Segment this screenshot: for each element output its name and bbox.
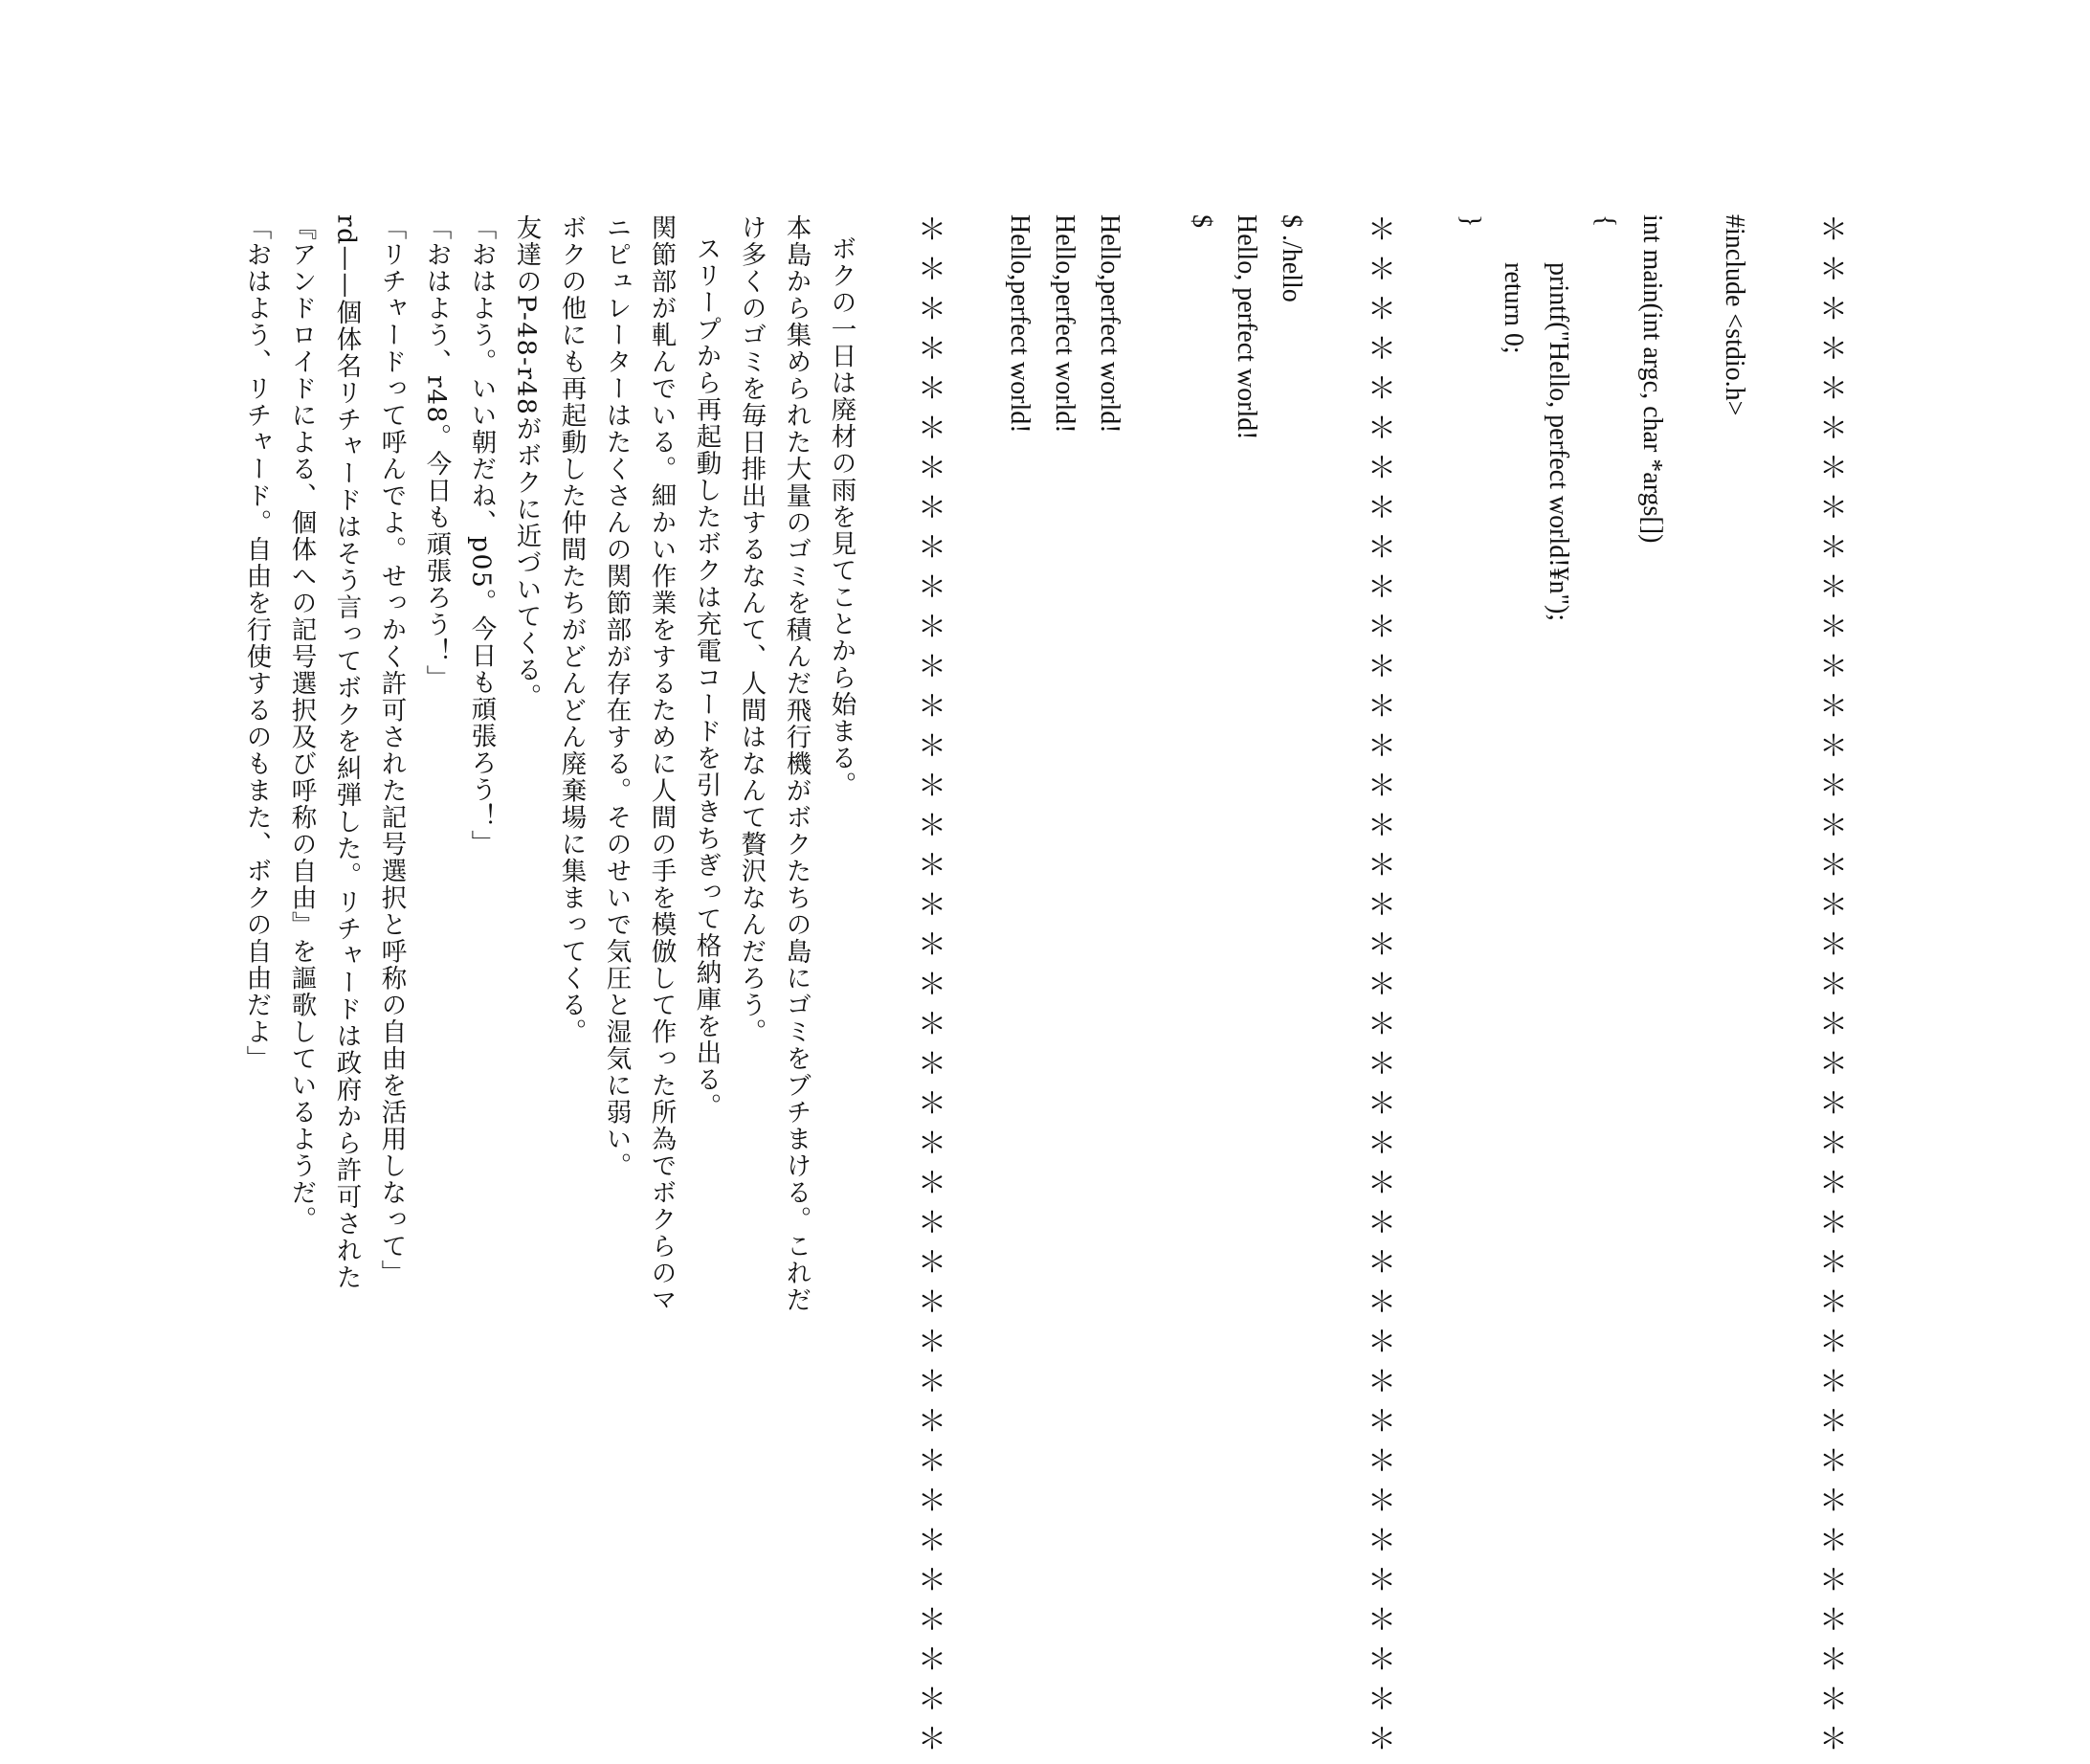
terminal-prompt: $ xyxy=(1187,214,1216,228)
story-line: rd——個体名リチャードはそう言ってボクを糾弾した。リチャードは政府から許可された xyxy=(331,214,362,1291)
story-line: 「おはよう、リチャード。自由を行使するのもまた、ボクの自由だよ」 xyxy=(241,214,272,1072)
story-line: スリープから再起動したボクは充電コードを引きちぎって格納庫を出る。 xyxy=(691,235,722,1120)
story-line: ボクの他にも再起動した仲間たちがどんどん廃棄場に集まってくる。 xyxy=(556,214,587,1045)
story-line: 友達のP-48-r48がボクに近づいてくる。 xyxy=(511,214,542,711)
code-include-line: #include <stdio.h> xyxy=(1720,214,1749,416)
code-close-brace: } xyxy=(1456,214,1485,228)
story-line: ボクの一日は廃材の雨を見てことから始まる。 xyxy=(826,235,856,798)
story-line: 『アンドロイドによる、個体への記号選択及び呼称の自由』を謳歌しているようだ。 xyxy=(286,214,317,1233)
output-line: Hello,perfect world! xyxy=(1095,214,1124,434)
code-printf-line: printf("Hello, perfect world!¥n"); xyxy=(1544,262,1573,622)
story-line: け多くのゴミを毎日排出するなんて、人間はなんて贅沢なんだろう。 xyxy=(736,214,767,1045)
code-main-signature: int main(int argc, char *args[]) xyxy=(1637,214,1667,544)
separator-bottom: ＊＊＊＊＊＊＊＊＊＊＊＊＊＊＊＊＊＊＊＊＊＊＊＊＊＊＊＊＊＊＊＊＊＊＊＊＊＊＊ xyxy=(912,214,945,1764)
code-open-brace: { xyxy=(1590,214,1620,228)
separator-top: ＊＊＊＊＊＊＊＊＊＊＊＊＊＊＊＊＊＊＊＊＊＊＊＊＊＊＊＊＊＊＊＊＊＊＊＊＊＊＊ xyxy=(1813,214,1847,1764)
story-line: 本島から集められた大量のゴミを積んだ飛行機がボクたちの島にゴミをブチまける。これだ xyxy=(781,214,812,1313)
story-line: 「リチャードって呼んでよ。せっかく許可された記号選択と呼称の自由を活用しなって」 xyxy=(376,214,407,1286)
output-line: Hello,perfect world! xyxy=(1050,214,1079,434)
story-line: 「おはよう。いい朝だね、p05。今日も頑張ろう！」 xyxy=(466,214,497,858)
code-return-line: return 0; xyxy=(1499,262,1528,354)
separator-middle: ＊＊＊＊＊＊＊＊＊＊＊＊＊＊＊＊＊＊＊＊＊＊＊＊＊＊＊＊＊＊＊＊＊＊＊＊＊＊＊ xyxy=(1362,214,1395,1764)
story-line: 関節部が軋んでいる。細かい作業をするために人間の手を模倣して作った所為でボクらのマ xyxy=(646,214,677,1313)
story-line: ニピュレーターはたくさんの関節部が存在する。そのせいで気圧と湿気に弱い。 xyxy=(601,214,632,1179)
story-line: 「おはよう、r48。今日も頑張ろう！」 xyxy=(421,214,452,692)
output-line: Hello,perfect world! xyxy=(1005,214,1034,434)
terminal-command: $ ./hello xyxy=(1277,214,1306,302)
terminal-output: Hello, perfect world! xyxy=(1232,214,1261,440)
